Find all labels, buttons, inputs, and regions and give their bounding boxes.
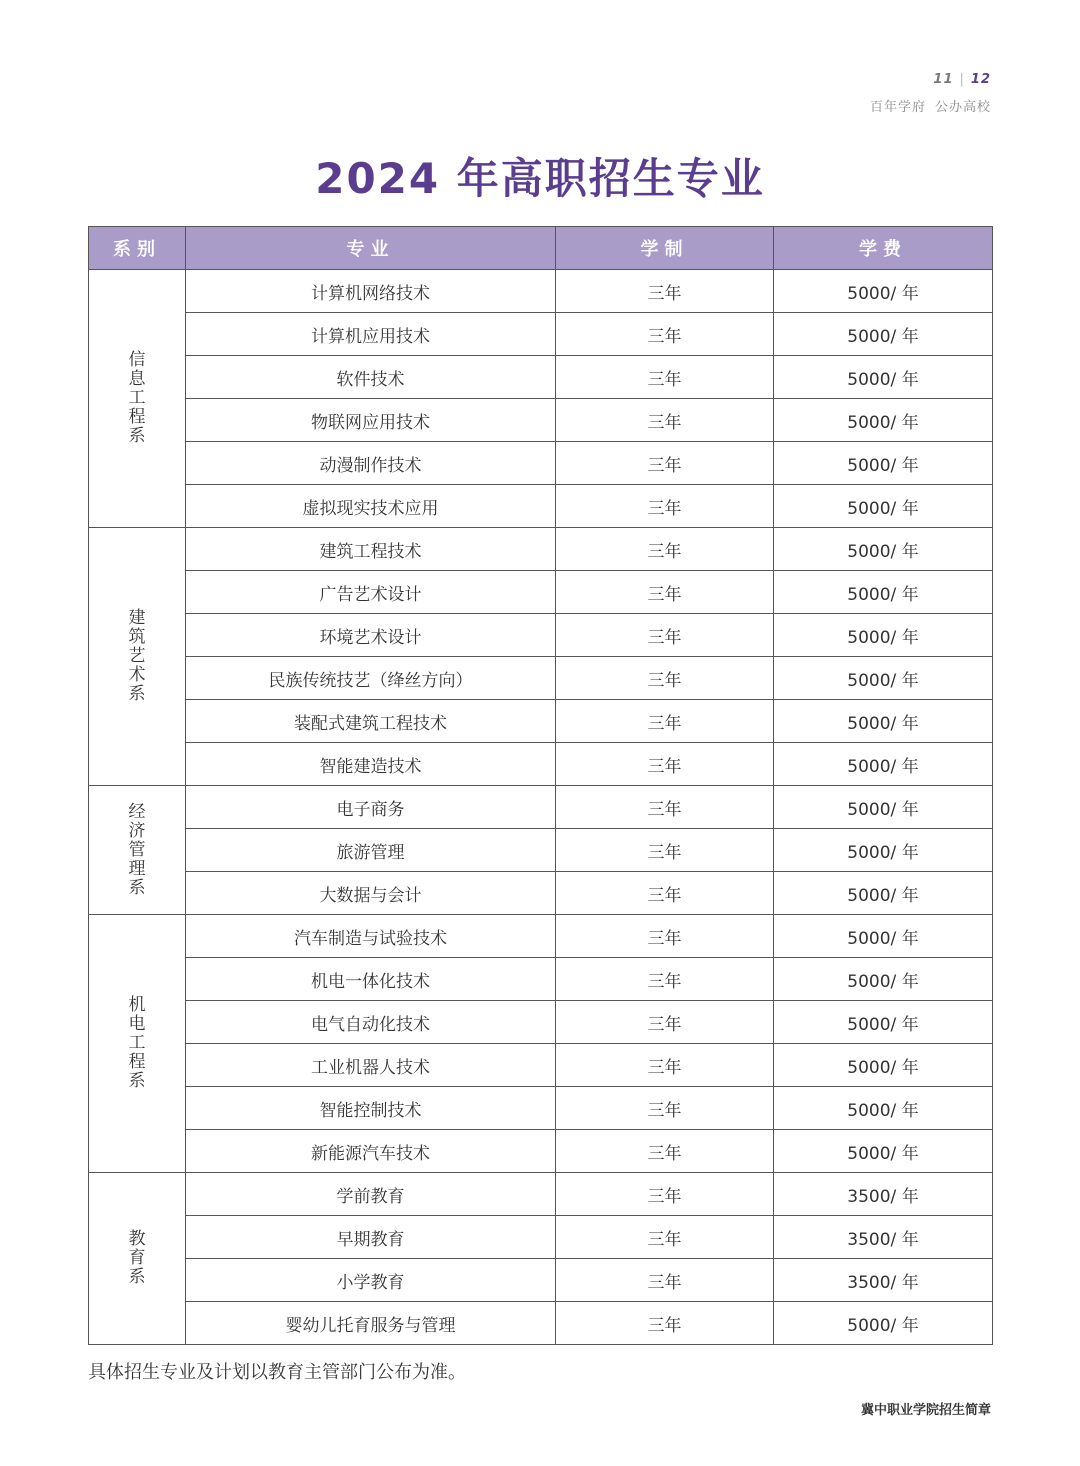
duration-cell: 三年: [556, 657, 774, 700]
major-cell: 电气自动化技术: [186, 1001, 556, 1044]
slogan-part-1: 百年学府: [869, 100, 926, 115]
page-number: [933, 72, 991, 87]
table-row: [89, 657, 993, 700]
tuition-cell: 5000/ 年: [774, 1130, 993, 1173]
table-row: [89, 872, 993, 915]
duration-cell: 三年: [556, 786, 774, 829]
tuition-cell: 5000/ 年: [774, 270, 993, 313]
tuition-cell: 5000/ 年: [774, 485, 993, 528]
department-cell: [89, 786, 186, 915]
duration-cell: 三年: [556, 1087, 774, 1130]
table-row: [89, 442, 993, 485]
department-cell: [89, 528, 186, 786]
duration-cell: 三年: [556, 1259, 774, 1302]
major-cell: 环境艺术设计: [186, 614, 556, 657]
major-cell: 汽车制造与试验技术: [186, 915, 556, 958]
major-cell: 装配式建筑工程技术: [186, 700, 556, 743]
tuition-cell: 5000/ 年: [774, 313, 993, 356]
column-header-department: 系别: [89, 227, 186, 270]
major-cell: 民族传统技艺（绛丝方向）: [186, 657, 556, 700]
page-number-prev: 11: [933, 72, 954, 87]
footer-brochure-title: 冀中职业学院招生简章: [860, 1403, 991, 1418]
major-cell: 小学教育: [186, 1259, 556, 1302]
major-cell: 机电一体化技术: [186, 958, 556, 1001]
page-number-current: 12: [970, 72, 991, 87]
major-cell: 电子商务: [186, 786, 556, 829]
duration-cell: 三年: [556, 1216, 774, 1259]
major-cell: 智能建造技术: [186, 743, 556, 786]
major-cell: 广告艺术设计: [186, 571, 556, 614]
table-row: [89, 786, 993, 829]
table-row: [89, 1216, 993, 1259]
duration-cell: 三年: [556, 614, 774, 657]
duration-cell: 三年: [556, 1001, 774, 1044]
tuition-cell: 5000/ 年: [774, 614, 993, 657]
table-row: [89, 485, 993, 528]
tuition-cell: 3500/ 年: [774, 1173, 993, 1216]
department-cell: [89, 1173, 186, 1345]
duration-cell: 三年: [556, 743, 774, 786]
duration-cell: 三年: [556, 872, 774, 915]
table-row: [89, 399, 993, 442]
majors-table: [88, 226, 993, 1345]
column-header-tuition: 学费: [774, 227, 993, 270]
department-name: 教 育 系: [128, 1229, 146, 1287]
table-header-row: [89, 227, 993, 270]
major-cell: 计算机应用技术: [186, 313, 556, 356]
duration-cell: 三年: [556, 442, 774, 485]
major-cell: 智能控制技术: [186, 1087, 556, 1130]
tuition-cell: 5000/ 年: [774, 1302, 993, 1345]
duration-cell: 三年: [556, 1044, 774, 1087]
major-cell: 计算机网络技术: [186, 270, 556, 313]
table-row: [89, 270, 993, 313]
column-header-duration: 学制: [556, 227, 774, 270]
table-row: [89, 313, 993, 356]
major-cell: 虚拟现实技术应用: [186, 485, 556, 528]
tuition-cell: 5000/ 年: [774, 958, 993, 1001]
major-cell: 旅游管理: [186, 829, 556, 872]
major-cell: 大数据与会计: [186, 872, 556, 915]
major-cell: 工业机器人技术: [186, 1044, 556, 1087]
tuition-cell: 5000/ 年: [774, 399, 993, 442]
table-row: [89, 958, 993, 1001]
tuition-cell: 3500/ 年: [774, 1259, 993, 1302]
major-cell: 物联网应用技术: [186, 399, 556, 442]
duration-cell: 三年: [556, 958, 774, 1001]
duration-cell: 三年: [556, 356, 774, 399]
tuition-cell: 5000/ 年: [774, 786, 993, 829]
table-row: [89, 614, 993, 657]
column-header-major: 专业: [186, 227, 556, 270]
page-number-separator: |: [959, 72, 965, 87]
duration-cell: 三年: [556, 571, 774, 614]
tuition-cell: 5000/ 年: [774, 528, 993, 571]
tuition-cell: 5000/ 年: [774, 1001, 993, 1044]
tuition-cell: 5000/ 年: [774, 356, 993, 399]
table-row: [89, 700, 993, 743]
major-cell: 建筑工程技术: [186, 528, 556, 571]
slogan-part-2: 公办高校: [934, 100, 991, 115]
table-row: [89, 1087, 993, 1130]
duration-cell: 三年: [556, 1130, 774, 1173]
duration-cell: 三年: [556, 399, 774, 442]
table-body: [89, 270, 993, 1345]
tuition-cell: 5000/ 年: [774, 1087, 993, 1130]
table-row: [89, 1001, 993, 1044]
footnote: 具体招生专业及计划以教育主管部门公布为准。: [88, 1362, 466, 1383]
table-row: [89, 1044, 993, 1087]
table-row: [89, 571, 993, 614]
department-cell: [89, 915, 186, 1173]
tuition-cell: 5000/ 年: [774, 657, 993, 700]
major-cell: 早期教育: [186, 1216, 556, 1259]
department-name: 机 电 工 程 系: [128, 995, 146, 1091]
tuition-cell: 5000/ 年: [774, 1044, 993, 1087]
duration-cell: 三年: [556, 270, 774, 313]
tuition-cell: 5000/ 年: [774, 829, 993, 872]
table-row: [89, 915, 993, 958]
table-row: [89, 1302, 993, 1345]
table-row: [89, 1173, 993, 1216]
tuition-cell: 5000/ 年: [774, 743, 993, 786]
major-cell: 软件技术: [186, 356, 556, 399]
tuition-cell: 5000/ 年: [774, 442, 993, 485]
table-row: [89, 528, 993, 571]
duration-cell: 三年: [556, 700, 774, 743]
department-name: 经 济 管 理 系: [128, 801, 146, 898]
table-row: [89, 356, 993, 399]
duration-cell: 三年: [556, 829, 774, 872]
table-row: [89, 829, 993, 872]
major-cell: 新能源汽车技术: [186, 1130, 556, 1173]
tuition-cell: 5000/ 年: [774, 872, 993, 915]
major-cell: 学前教育: [186, 1173, 556, 1216]
table-row: [89, 743, 993, 786]
duration-cell: 三年: [556, 1302, 774, 1345]
tuition-cell: 5000/ 年: [774, 700, 993, 743]
major-cell: 婴幼儿托育服务与管理: [186, 1302, 556, 1345]
duration-cell: 三年: [556, 1173, 774, 1216]
page-title: 2024 年高职招生专业: [315, 154, 765, 203]
duration-cell: 三年: [556, 528, 774, 571]
table-row: [89, 1130, 993, 1173]
department-name: 信 息 工 程 系: [128, 350, 146, 446]
duration-cell: 三年: [556, 485, 774, 528]
tuition-cell: 5000/ 年: [774, 915, 993, 958]
tuition-cell: 5000/ 年: [774, 571, 993, 614]
duration-cell: 三年: [556, 313, 774, 356]
header-slogan: [870, 96, 991, 115]
department-cell: [89, 270, 186, 528]
tuition-cell: 3500/ 年: [774, 1216, 993, 1259]
duration-cell: 三年: [556, 915, 774, 958]
table-row: [89, 1259, 993, 1302]
department-name: 建 筑 艺 术 系: [128, 608, 146, 704]
major-cell: 动漫制作技术: [186, 442, 556, 485]
